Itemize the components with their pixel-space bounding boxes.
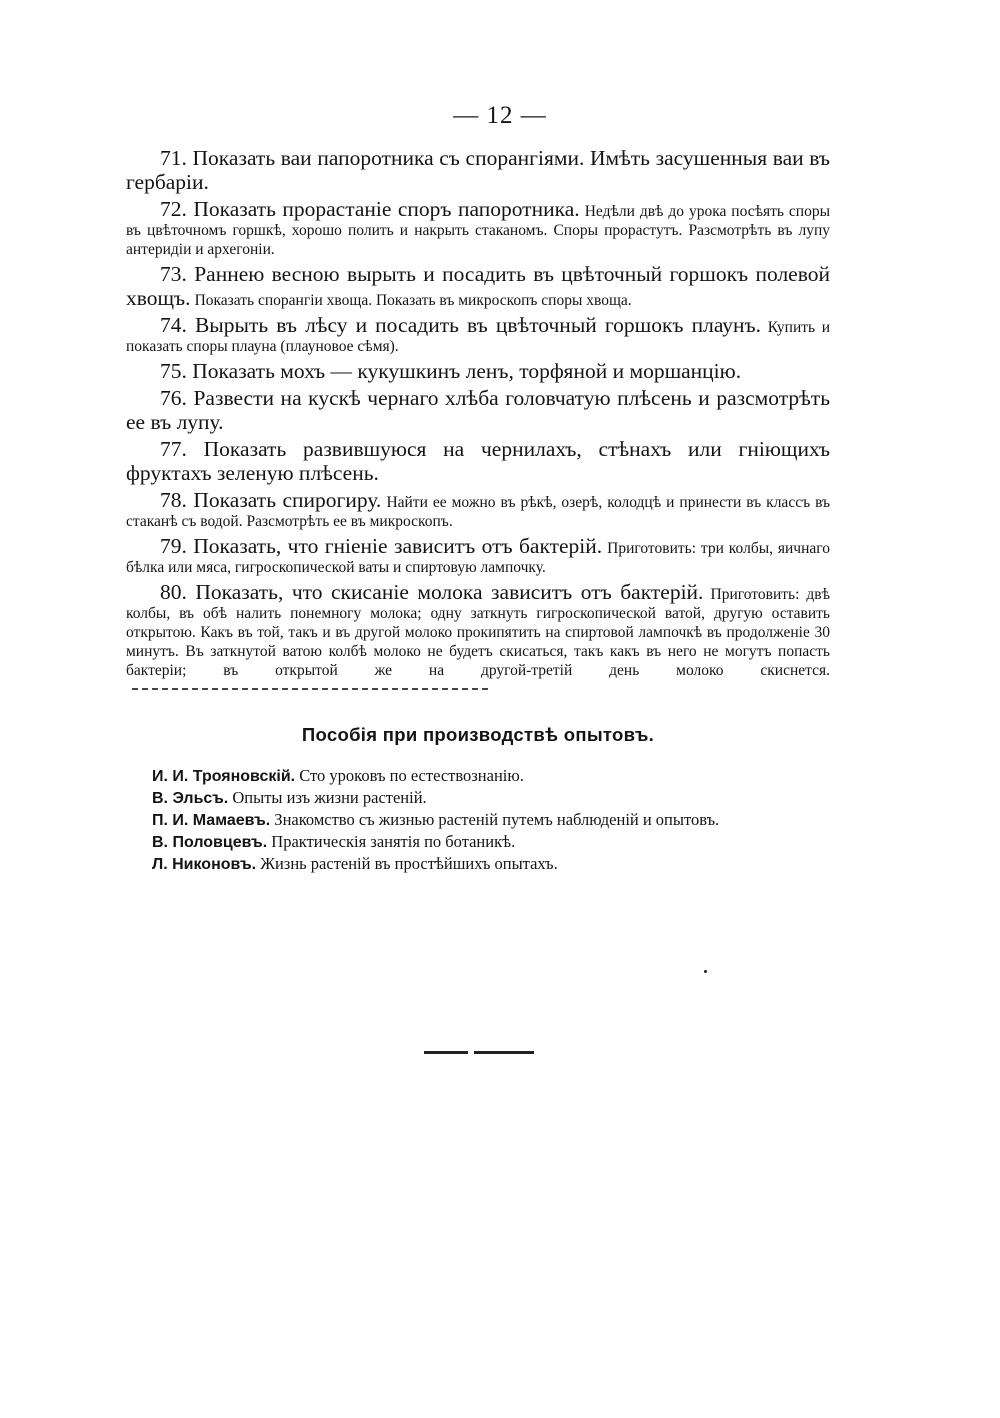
item-number: 80. (160, 580, 187, 604)
item-lead (126, 146, 830, 194)
item-number: 73. (160, 262, 187, 286)
item-lead-text: Показать прорастаніе споръ папоротника. (193, 197, 580, 221)
item-note: Найти ее можно въ рѣкѣ, озерѣ, колодцѣ и принести въ классъ въ стаканѣ съ водой. Разсмотрѣть ее въ микроскопъ. (126, 494, 831, 530)
item-number: 75. (160, 359, 187, 383)
item-number: 74. (160, 313, 187, 337)
reference-author: В. Половцевъ. (152, 834, 268, 851)
print-speck (704, 970, 707, 973)
item-lead-text: Показать спирогиру. (193, 488, 382, 512)
item-number: 78. (160, 488, 187, 512)
page-number: — 12 — (453, 102, 547, 129)
end-ornament-rule (424, 1051, 534, 1054)
page-body (126, 146, 830, 876)
item-lead-text: Раннею весною вырыть и посадить въ цвѣточный горшокъ полевой хвощъ. (126, 262, 830, 310)
reference-title: Опыты изъ жизни растеній. (232, 788, 427, 807)
reference-item (126, 788, 830, 809)
item-number: 79. (160, 534, 187, 558)
item-number: 77. (160, 437, 187, 461)
item-lead-text: Показать ваи папоротника съ спорангіями. Имѣть засушенныя ваи въ гербаріи. (126, 146, 831, 194)
reference-title: Знакомство съ жизнью растеній путемъ наблюденій и опытовъ. (274, 810, 720, 829)
list-item-79 (126, 534, 830, 577)
section-title: Пособія при производствѣ опытовъ. (301, 724, 655, 745)
reference-item (126, 854, 830, 875)
list-item-72 (126, 197, 830, 259)
reference-author: И. И. Трояновскій. (152, 768, 296, 785)
reference-author: В. Эльсъ. (152, 790, 229, 807)
item-lead-text: Показать, что скисаніе молока зависитъ отъ бактерій. (195, 580, 704, 604)
reference-author: П. И. Мамаевъ. (152, 812, 271, 829)
reference-item (126, 766, 830, 787)
item-note: Недѣли двѣ до урока посѣять споры въ цвѣточномъ горшкѣ, хорошо полить и накрыть стаканомъ. Споры прорастутъ. Разсмотрѣть въ лупу антеридіи и архегоніи. (126, 203, 831, 258)
list-item-76 (126, 386, 830, 434)
item-lead-text: Вырыть въ лѣсу и посадить въ цвѣточный горшокъ плаунъ. (194, 313, 762, 337)
list-item-77 (126, 437, 830, 485)
reference-list (126, 766, 830, 875)
section-end-rule (132, 688, 488, 690)
item-lead-text: Показать, что гніеніе зависитъ отъ бактерій. (193, 534, 603, 558)
item-note: Показать спорангіи хвоща. Показать въ микроскопъ споры хвоща. (194, 292, 632, 309)
item-lead-text: Развести на кускѣ чернаго хлѣба головчатую плѣсень и разсмотрѣть ее въ лупу. (126, 386, 831, 434)
item-note: Купить и показать споры плауна (плауновое сѣмя). (126, 319, 830, 355)
list-item-75 (126, 359, 830, 383)
item-number: 72. (160, 197, 187, 221)
reference-title: Сто уроковъ по естествознанію. (299, 766, 524, 785)
item-number: 71. (160, 146, 187, 170)
list-item-71 (126, 146, 830, 194)
item-note: Приготовить: двѣ колбы, въ обѣ налить понемногу молока; одну заткнуть гигроскопической ватой, другую оставить открытою. Какъ въ той, такъ и въ другой молоко прокипятить на спиртовой лампочкѣ въ продолженіе 30 минутъ. Въ заткнутой ватою колбѣ молоко не будетъ скисаться, такъ какъ въ него не могутъ попасть бактеріи; въ открытой же на другой-третій день молоко скиснется. (126, 586, 830, 679)
reference-item (126, 832, 830, 853)
item-lead-text: Показать развившуюся на чернилахъ, стѣнахъ или гніющихъ фруктахъ зеленую плѣсень. (126, 437, 831, 485)
reference-title: Практическія занятія по ботаникѣ. (271, 832, 516, 851)
list-item-78 (126, 488, 830, 531)
list-item-74 (126, 313, 830, 356)
item-note: Приготовить: три колбы, яичнаго бѣлка или мяса, гигроскопической ваты и спиртовую лампочку. (126, 540, 830, 576)
reference-author: Л. Никоновъ. (152, 856, 257, 873)
reference-title: Жизнь растеній въ простѣйшихъ опытахъ. (260, 854, 558, 873)
list-item-80 (126, 580, 830, 698)
item-number: 76. (160, 386, 187, 410)
reference-item (126, 810, 830, 831)
item-lead-text: Показать мохъ — кукушкинъ ленъ, торфяной и моршанцію. (192, 359, 742, 383)
list-item-73 (126, 262, 830, 310)
